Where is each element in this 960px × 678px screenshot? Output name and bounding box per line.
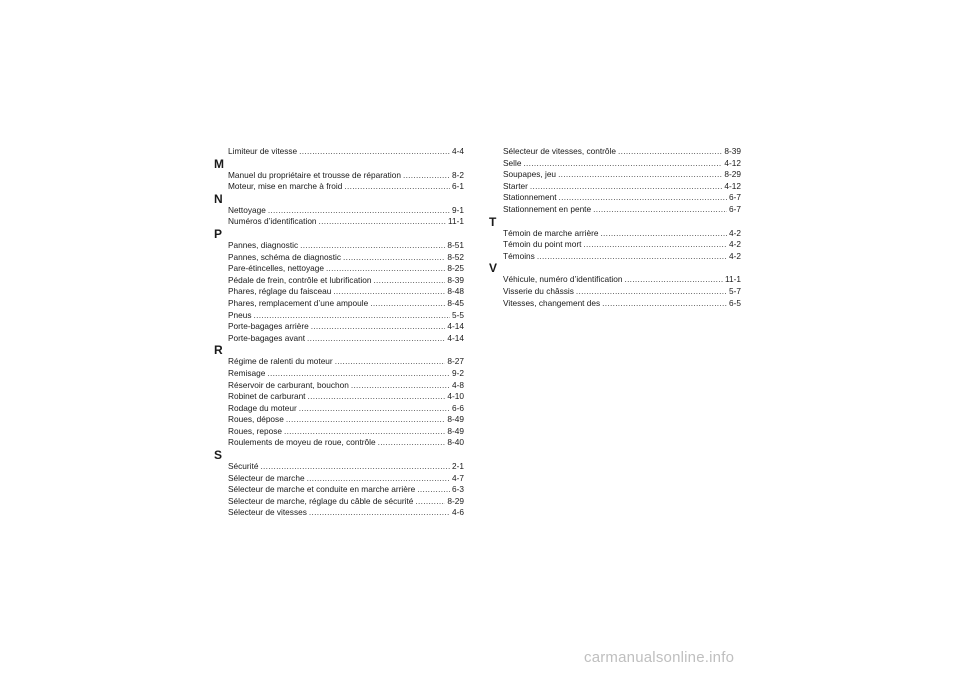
index-entry-label: Roulements de moyeu de roue, contrôle [228,437,376,448]
index-entry [214,426,464,438]
index-entry-label: Phares, réglage du faisceau [228,286,332,297]
index-entry [214,380,464,392]
index-entry-page: 11-1 [448,216,464,227]
index-entry-page: 11-1 [725,274,741,285]
index-entry-page: 9-1 [452,204,464,215]
index-entry [214,368,464,380]
dot-leader [268,205,450,217]
index-entry-label: Régime de ralenti du moteur [228,356,333,367]
index-entry [214,321,464,333]
index-entry-label: Pannes, schéma de diagnostic [228,251,342,262]
dot-leader [370,298,445,310]
index-entry [214,252,464,264]
index-entry [214,240,464,252]
index-entry-label: Témoin du point mort [503,239,582,250]
index-entry-page: 8-48 [447,286,464,297]
index-entry-page: 8-2 [452,169,464,180]
index-entry-label: Porte-bagages arrière [228,321,309,332]
index-entry-page: 8-49 [447,425,464,436]
index-entry-page: 6-7 [729,203,741,214]
index-entry-label: Sélecteur de marche et conduite en marche arrière [228,484,416,495]
dot-leader [307,333,445,345]
dot-leader [373,275,445,287]
index-entry-page: 6-1 [452,181,464,192]
dot-leader [286,414,446,426]
index-entry [214,298,464,310]
index-column-right [489,146,741,309]
index-entry-page: 6-5 [729,297,741,308]
index-entry-label: Numéros d’identification [228,216,317,227]
index-entry-label: Soupapes, jeu [503,169,557,180]
index-entry-page: 8-29 [447,495,464,506]
dot-leader [308,391,446,403]
index-entry-page: 6-3 [452,484,464,495]
index-letter-heading: T [489,214,497,229]
index-entry-page: 8-40 [447,437,464,448]
index-entry [214,333,464,345]
dot-leader [267,368,450,380]
dot-leader [343,252,445,264]
index-entry [489,274,741,286]
index-entry [214,181,464,193]
index-entry [214,437,464,449]
dot-leader [417,484,450,496]
index-entry-label: Rodage du moteur [228,402,297,413]
index-entry-label: Robinet de carburant [228,391,306,402]
dot-leader [583,239,727,251]
index-entry [214,414,464,426]
dot-leader [530,181,722,193]
index-entry-page: 8-51 [447,239,464,250]
index-entry-page: 4-12 [724,157,741,168]
index-entry [214,146,464,158]
index-entry-label: Réservoir de carburant, bouchon [228,379,349,390]
index-entry-page: 8-39 [447,274,464,285]
dot-leader [344,181,450,193]
index-entry-page: 4-2 [729,250,741,261]
index-entry-page: 4-4 [452,146,464,156]
index-entry-label: Pédale de frein, contrôle et lubrification [228,274,372,285]
index-entry [214,484,464,496]
index-entry-page: 4-6 [452,507,464,518]
index-entry-label: Porte-bagages avant [228,332,306,343]
index-entry-page: 8-52 [447,251,464,262]
index-entry [214,391,464,403]
index-entry-page: 8-49 [447,414,464,425]
index-entry [489,204,741,216]
index-entry [214,461,464,473]
dot-leader [559,192,727,204]
dot-leader [537,251,727,263]
index-entry-label: Remisage [228,367,266,378]
dot-leader [618,146,722,158]
index-entry-page: 4-14 [447,321,464,332]
index-entry-label: Pneus [228,309,252,320]
index-entry-page: 4-8 [452,379,464,390]
index-entry-label: Sélecteur de vitesses [228,507,307,518]
dot-leader [311,321,446,333]
dot-leader [300,240,445,252]
index-entry [214,216,464,228]
index-entry-label: Roues, dépose [228,414,284,425]
index-entry-label: Pare-étincelles, nettoyage [228,263,324,274]
index-column-left [214,146,464,519]
index-entry-page: 4-12 [724,180,741,191]
index-entry-label: Starter [503,180,528,191]
index-entry-label: Manuel du propriétaire et trousse de réparation [228,169,401,180]
dot-leader [624,274,723,286]
index-entry [489,192,741,204]
index-entry-label: Stationnement en pente [503,203,592,214]
index-entry [489,286,741,298]
dot-leader [299,146,450,158]
watermark: carmanualsonline.info [584,649,735,666]
index-entry-label: Sélecteur de vitesses, contrôle [503,146,616,156]
dot-leader [403,170,450,182]
index-entry-label: Véhicule, numéro d’identification [503,274,623,285]
index-entry [489,146,741,158]
index-entry-label: Visserie du châssis [503,285,574,296]
index-entry-page: 4-2 [729,227,741,238]
index-entry-label: Stationnement [503,192,557,203]
index-entry-page: 8-45 [447,297,464,308]
index-entry-label: Sélecteur de marche [228,472,305,483]
index-entry-page: 4-2 [729,239,741,250]
index-letter-heading: M [214,156,224,171]
index-entry-label: Selle [503,157,522,168]
index-entry [489,239,741,251]
dot-leader [335,356,446,368]
index-entry-label: Moteur, mise en marche à froid [228,181,343,192]
dot-leader [309,507,450,519]
index-entry-page: 8-29 [724,169,741,180]
index-entry [489,169,741,181]
index-entry-label: Sécurité [228,461,259,472]
index-entry-label: Phares, remplacement d’une ampoule [228,297,369,308]
index-entry [489,158,741,170]
index-entry-page: 8-27 [447,356,464,367]
index-entry-label: Témoin de marche arrière [503,227,599,238]
index-letter-heading: N [214,191,223,206]
dot-leader [326,263,445,275]
dot-leader [576,286,727,298]
index-entry-page: 6-7 [729,192,741,203]
dot-leader [333,286,445,298]
index-letter-heading: P [214,226,223,241]
dot-leader [600,228,727,240]
dot-leader [299,403,450,415]
dot-leader [319,216,446,228]
index-entry [214,507,464,519]
dot-leader [523,158,722,170]
index-entry-page: 4-14 [447,332,464,343]
index-entry-label: Limiteur de vitesse [228,146,298,156]
index-entry-label: Roues, repose [228,425,282,436]
index-entry-page: 9-2 [452,367,464,378]
index-entry-label: Témoins [503,250,535,261]
dot-leader [260,461,450,473]
index-entry [214,496,464,508]
index-entry-label: Nettoyage [228,204,266,215]
dot-leader [351,380,450,392]
index-entry [489,228,741,240]
index-entry-label: Pannes, diagnostic [228,239,299,250]
index-letter-heading: V [489,261,498,276]
index-entry-page: 5-5 [452,309,464,320]
dot-leader [602,298,727,310]
index-entry-page: 8-25 [447,263,464,274]
dot-leader [558,169,722,181]
index-entry [214,205,464,217]
index-entry [214,403,464,415]
index-entry-page: 5-7 [729,285,741,296]
index-entry [214,473,464,485]
index-entry-label: Vitesses, changement des [503,297,601,308]
dot-leader [593,204,727,216]
index-entry [214,263,464,275]
index-entry [214,356,464,368]
dot-leader [284,426,445,438]
index-entry [489,298,741,310]
index-entry [214,310,464,322]
index-letter-heading: R [214,343,223,358]
index-entry [214,286,464,298]
index-entry-page: 4-7 [452,472,464,483]
index-entry-page: 2-1 [452,461,464,472]
dot-leader [378,437,446,449]
index-entry [214,170,464,182]
dot-leader [415,496,445,508]
dot-leader [254,310,450,322]
index-entry-page: 6-6 [452,402,464,413]
index-entry [489,251,741,263]
dot-leader [307,473,450,485]
index-entry-page: 4-10 [447,391,464,402]
index-entry [489,181,741,193]
index-entry-page: 8-39 [724,146,741,156]
index-entry [214,275,464,287]
index-letter-heading: S [214,448,223,463]
index-entry-label: Sélecteur de marche, réglage du câble de sécurité [228,495,414,506]
